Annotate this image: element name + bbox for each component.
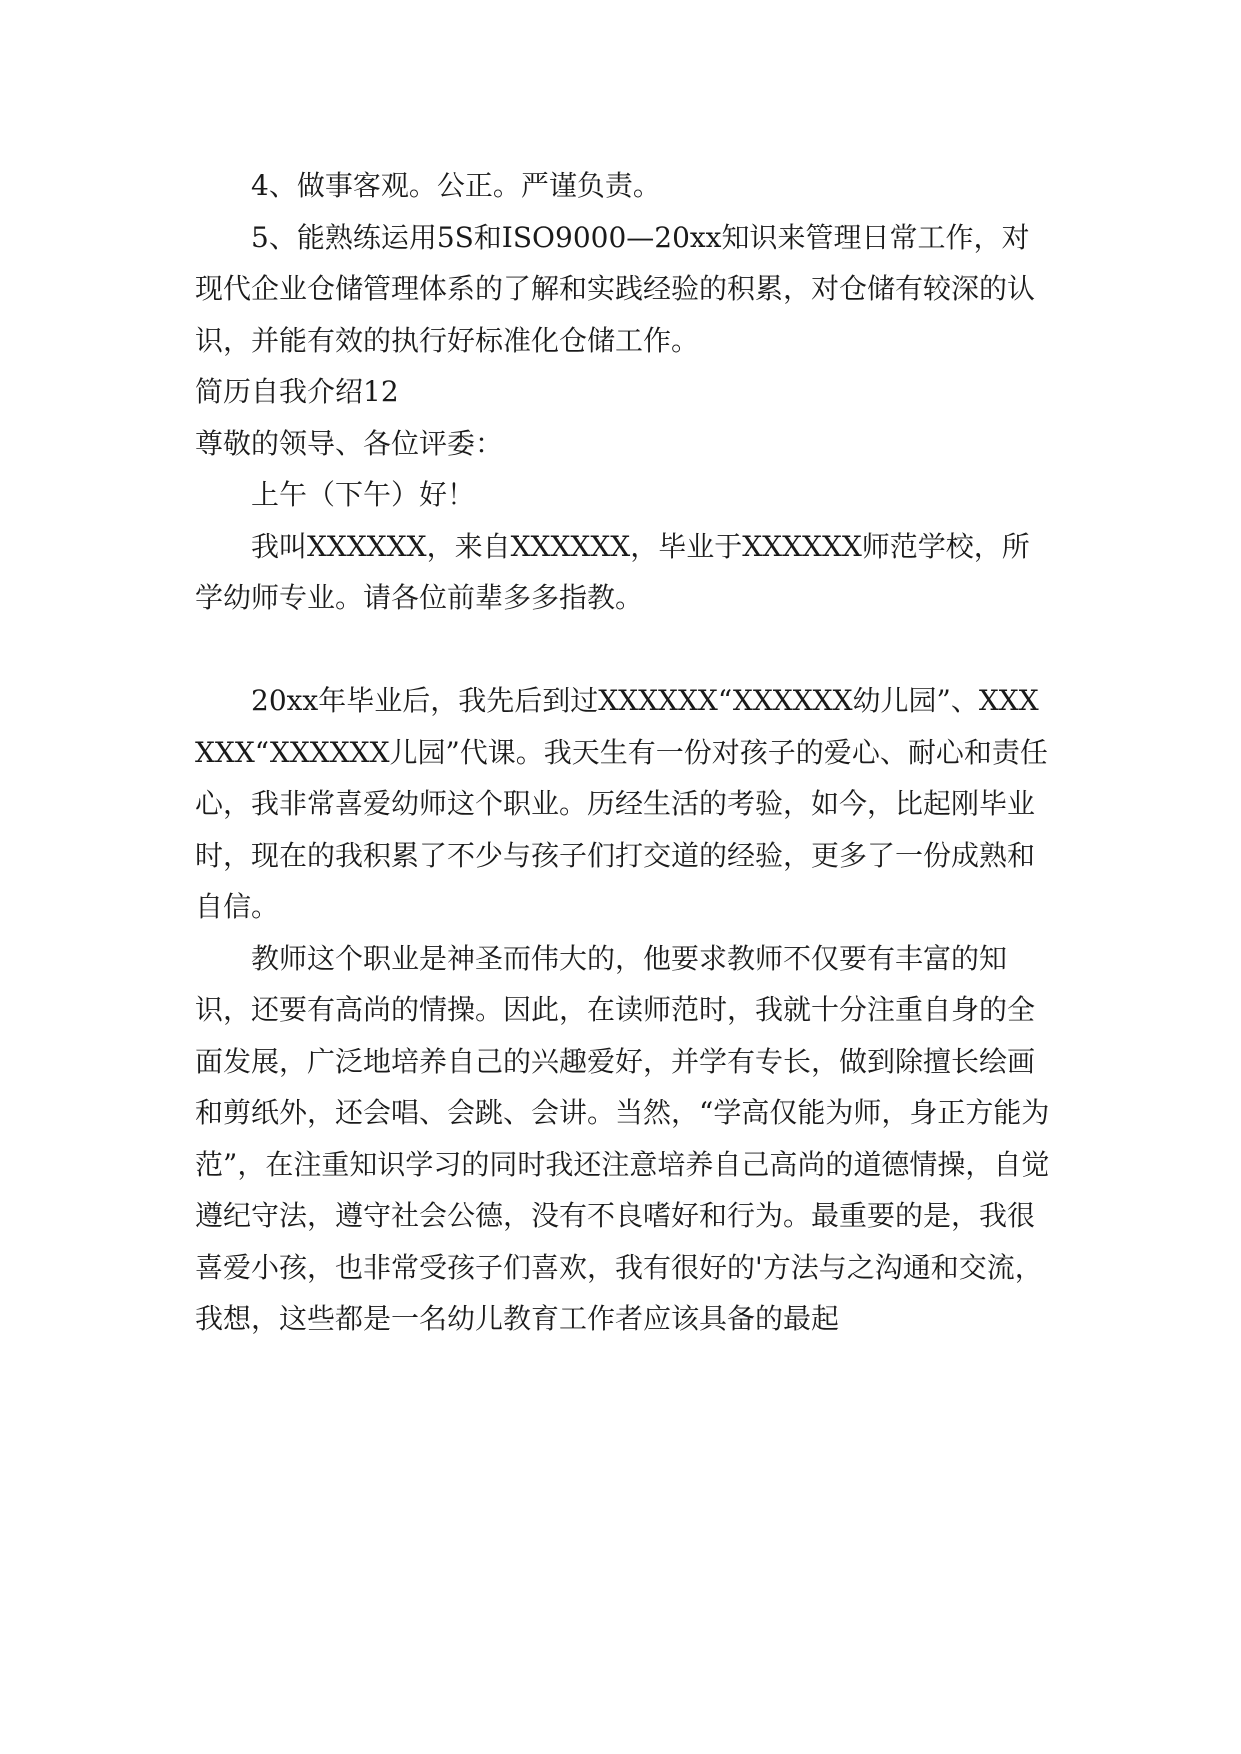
- paragraph-item-5: 5、能熟练运用5S和ISO9000—20xx知识来管理日常工作，对现代企业仓储管理体系的了解和实践经验的积累，对仓储有较深的认识，并能有效的执行好标准化仓储工作。: [195, 220, 1036, 357]
- section-heading: 简历自我介绍12: [195, 375, 399, 408]
- salutation: 尊敬的领导、各位评委：: [195, 426, 504, 460]
- greeting: 上午（下午）好！: [251, 478, 476, 511]
- paragraph-spacer: [195, 624, 1055, 676]
- paragraph-teaching: 教师这个职业是神圣而伟大的，他要求教师不仅要有丰富的知识，还要有高尚的情操。因此，在读师范时，我就十分注重自身的全面发展，广泛地培养自己的兴趣爱好，并学有专长，做到除擅长绘画和剪纸外，还会唱、会跳、会讲。当然，“学高仅能为师，身正方能为范”，在注重知识学习的同时我还注意培养自己高尚的道德情操，自觉遵纪守法，遵守社会公德，没有不良嗜好和行为。最重要的是，我很喜爱小孩，也非常受孩子们喜欢，我有很好的'方法与之沟通和交流，我想，这些都是一名幼儿教育工作者应该具备的最起: [195, 941, 1050, 1335]
- paragraph-introduction: 我叫XXXXXX，来自XXXXXX，毕业于XXXXXX师范学校，所学幼师专业。请各位前辈多多指教。: [195, 529, 1030, 614]
- paragraph-experience: 20xx年毕业后，我先后到过XXXXXX“XXXXXX幼儿园”、XXXXXX“XXXXXX儿园”代课。我天生有一份对孩子的爱心、耐心和责任心，我非常喜爱幼师这个职业。历经生活的考验，如今，比起刚毕业时，现在的我积累了不少与孩子们打交道的经验，更多了一份成熟和自信。: [195, 684, 1048, 923]
- paragraph-item-4: 4、做事客观。公正。严谨负责。: [251, 169, 661, 202]
- document-body: [195, 160, 1055, 1345]
